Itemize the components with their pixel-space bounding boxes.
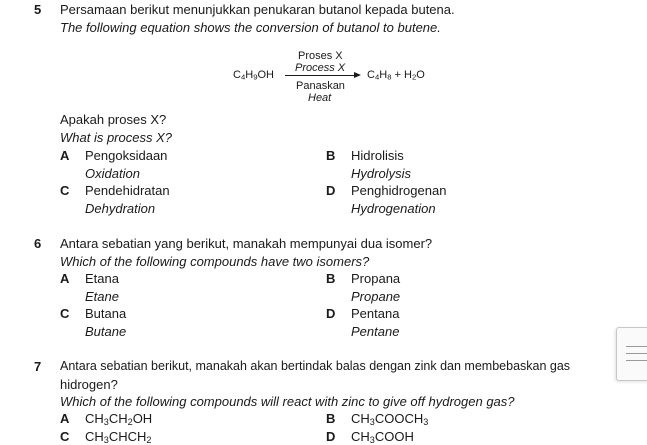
q7-option-c-formula[interactable]: $CH_3CHCH_2$ xyxy=(85,429,152,445)
question-7-stem-ms-line1: Antara sebatian berikut, manakah akan bertindak balas dengan zink dan membebaskan gas xyxy=(60,359,571,373)
q5-option-c-label[interactable]: C xyxy=(60,183,70,198)
question-5-prompt-en: What is process X? xyxy=(60,130,172,145)
q7-option-b-label[interactable]: B xyxy=(326,411,336,426)
question-5-stem-en: The following equation shows the conversion of butanol to butene. xyxy=(60,20,441,35)
q6-option-a-ms[interactable]: Etana xyxy=(85,271,119,286)
q6-option-c-label[interactable]: C xyxy=(60,306,70,321)
q6-option-c-ms[interactable]: Butana xyxy=(85,306,127,321)
q6-option-a-label[interactable]: A xyxy=(60,271,70,286)
equation-above-en: Process X xyxy=(295,62,346,74)
side-menu-button[interactable] xyxy=(616,327,647,381)
question-7-number: 7 xyxy=(34,359,42,374)
q5-option-b-ms[interactable]: Hidrolisis xyxy=(351,148,404,163)
q6-option-d-en[interactable]: Pentane xyxy=(351,324,400,339)
q7-option-a-label[interactable]: A xyxy=(60,411,70,426)
equation-above-ms: Proses X xyxy=(298,50,343,62)
equation-below-ms: Panaskan xyxy=(296,80,345,92)
q7-option-a-formula[interactable]: $CH_3CH_2OH$ xyxy=(85,411,153,427)
q7-option-b-formula[interactable]: $CH_3COOCH_3$ xyxy=(351,411,429,427)
question-5-stem-ms: Persamaan berikut menunjukkan penukaran butanol kepada butena. xyxy=(60,2,455,17)
equation-product: $C_4H_8 + H_2O$ xyxy=(367,69,425,82)
q5-option-c-en[interactable]: Dehydration xyxy=(85,201,156,216)
q6-option-c-en[interactable]: Butane xyxy=(85,324,127,339)
q5-option-b-label[interactable]: B xyxy=(326,148,336,163)
q5-option-d-en[interactable]: Hydrogenation xyxy=(351,201,436,216)
q5-option-a-ms[interactable]: Pengoksidaan xyxy=(85,148,168,163)
question-6-stem-en: Which of the following compounds have two isomers? xyxy=(60,254,370,269)
q6-option-d-label[interactable]: D xyxy=(326,306,336,321)
q6-option-a-en[interactable]: Etane xyxy=(85,289,119,304)
q5-option-d-label[interactable]: D xyxy=(326,183,336,198)
equation-arrowhead xyxy=(354,72,361,78)
q5-option-d-ms[interactable]: Penghidrogenan xyxy=(351,183,447,198)
q5-option-a-label[interactable]: A xyxy=(60,148,70,163)
q5-option-c-ms[interactable]: Pendehidratan xyxy=(85,183,170,198)
equation-below-en: Heat xyxy=(308,92,332,104)
q6-option-d-ms[interactable]: Pentana xyxy=(351,306,400,321)
question-7-stem-en: Which of the following compounds will react with zinc to give off hydrogen gas? xyxy=(60,394,515,409)
q7-option-c-label[interactable]: C xyxy=(60,429,70,444)
q5-option-b-en[interactable]: Hydrolysis xyxy=(351,166,411,181)
question-7-stem-ms-line2: hidrogen? xyxy=(60,377,118,392)
equation-reactant: $C_4H_9OH$ xyxy=(233,69,274,82)
q7-option-d-formula[interactable]: $CH_3COOH$ xyxy=(351,429,414,445)
q6-option-b-en[interactable]: Propane xyxy=(351,289,401,304)
q6-option-b-label[interactable]: B xyxy=(326,271,336,286)
question-5-prompt-ms: Apakah proses X? xyxy=(60,112,167,127)
question-6-stem-ms: Antara sebatian yang berikut, manakah mempunyai dua isomer? xyxy=(60,236,433,251)
q7-option-d-label[interactable]: D xyxy=(326,429,336,444)
question-5-number: 5 xyxy=(34,2,42,17)
equation-arrow xyxy=(285,75,355,76)
q5-option-a-en[interactable]: Oxidation xyxy=(85,166,140,181)
question-6-number: 6 xyxy=(34,236,42,251)
q6-option-b-ms[interactable]: Propana xyxy=(351,271,401,286)
